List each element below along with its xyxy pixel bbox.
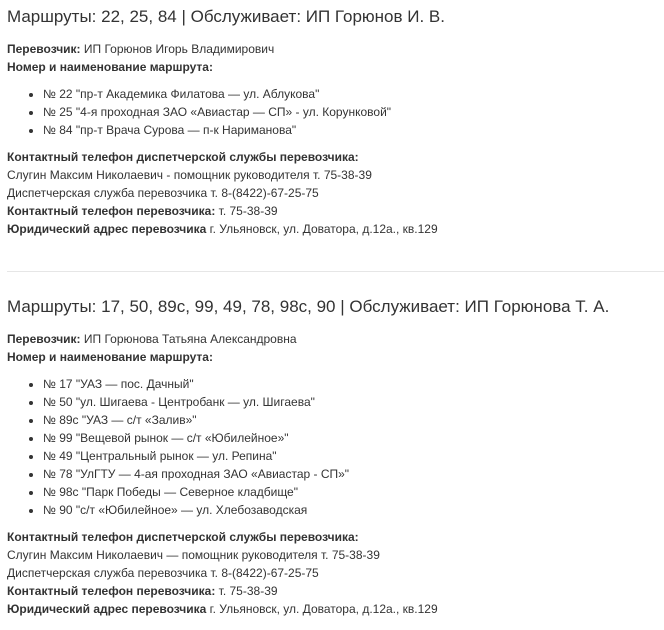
routes-heading: Номер и наименование маршрута: <box>7 350 213 364</box>
address-label: Юридический адрес перевозчика <box>7 222 207 236</box>
phone-value: т. 75-38-39 <box>215 584 278 598</box>
dispatch-heading: Контактный телефон диспетчерской службы перевозчика: <box>7 150 359 164</box>
routes-list <box>7 375 664 519</box>
route-item: • № 98с "Парк Победы — Северное кладбище" <box>43 483 664 501</box>
carrier-block-gorunova-ta <box>7 296 664 618</box>
carrier-block-gorunov-iv <box>7 6 664 238</box>
carrier-value: ИП Горюнов Игорь Владимирович <box>80 42 275 56</box>
address-value: г. Ульяновск, ул. Доватора, д.12а., кв.129 <box>206 602 438 616</box>
route-item: • № 22 "пр-т Академика Филатова — ул. Аблукова" <box>43 85 664 103</box>
carrier-name-line <box>7 40 664 58</box>
route-item: • № 78 "УлГТУ — 4-ая проходная ЗАО «Авиастар - СП»" <box>43 465 664 483</box>
dispatch-contact: Слугин Максим Николаевич — помощник руководителя т. 75-38-39 <box>7 548 380 562</box>
phone-label: Контактный телефон перевозчика: <box>7 204 216 218</box>
phone-value: т. 75-38-39 <box>215 204 278 218</box>
dispatch-contact: Слугин Максим Николаевич - помощник руководителя т. 75-38-39 <box>7 168 372 182</box>
route-item: • № 99 "Вещевой рынок — с/т «Юбилейное»" <box>43 429 664 447</box>
carrier-phone-line <box>7 582 664 600</box>
carrier-label: Перевозчик: <box>7 42 81 56</box>
route-item: • № 25 "4-я проходная ЗАО «Авиастар — СП» - ул. Корунковой" <box>43 103 664 121</box>
address-label: Юридический адрес перевозчика <box>7 602 207 616</box>
carrier-label: Перевозчик: <box>7 332 81 346</box>
carrier-title: Маршруты: 22, 25, 84 | Обслуживает: ИП Горюнов И. В. <box>7 7 445 26</box>
route-item: • № 89с "УАЗ — с/т «Залив»" <box>43 411 664 429</box>
section-divider <box>7 271 664 272</box>
routes-heading: Номер и наименование маршрута: <box>7 60 213 74</box>
carrier-phone-line <box>7 202 664 220</box>
dispatch-heading: Контактный телефон диспетчерской службы перевозчика: <box>7 530 359 544</box>
route-item: • № 49 "Центральный рынок — ул. Репина" <box>43 447 664 465</box>
route-item: • № 90 "с/т «Юбилейное» — ул. Хлебозаводская <box>43 501 664 519</box>
phone-label: Контактный телефон перевозчика: <box>7 584 216 598</box>
carrier-name-line <box>7 330 664 348</box>
address-value: г. Ульяновск, ул. Доватора, д.12а., кв.129 <box>206 222 438 236</box>
route-item: • № 17 "УАЗ — пос. Дачный" <box>43 375 664 393</box>
dispatch-service: Диспетчерская служба перевозчика т. 8-(8422)-67-25-75 <box>7 566 319 580</box>
carrier-value: ИП Горюнова Татьяна Александровна <box>80 332 297 346</box>
routes-list <box>7 85 664 139</box>
route-item: • № 50 "ул. Шигаева - Центробанк — ул. Шигаева" <box>43 393 664 411</box>
carrier-address-line <box>7 600 664 618</box>
dispatch-service: Диспетчерская служба перевозчика т. 8-(8422)-67-25-75 <box>7 186 319 200</box>
route-item: • № 84 "пр-т Врача Сурова — п-к Нариманова" <box>43 121 664 139</box>
carrier-address-line <box>7 220 664 238</box>
carrier-title: Маршруты: 17, 50, 89c, 99, 49, 78, 98c, 90 | Обслуживает: ИП Горюнова Т. А. <box>7 297 610 316</box>
